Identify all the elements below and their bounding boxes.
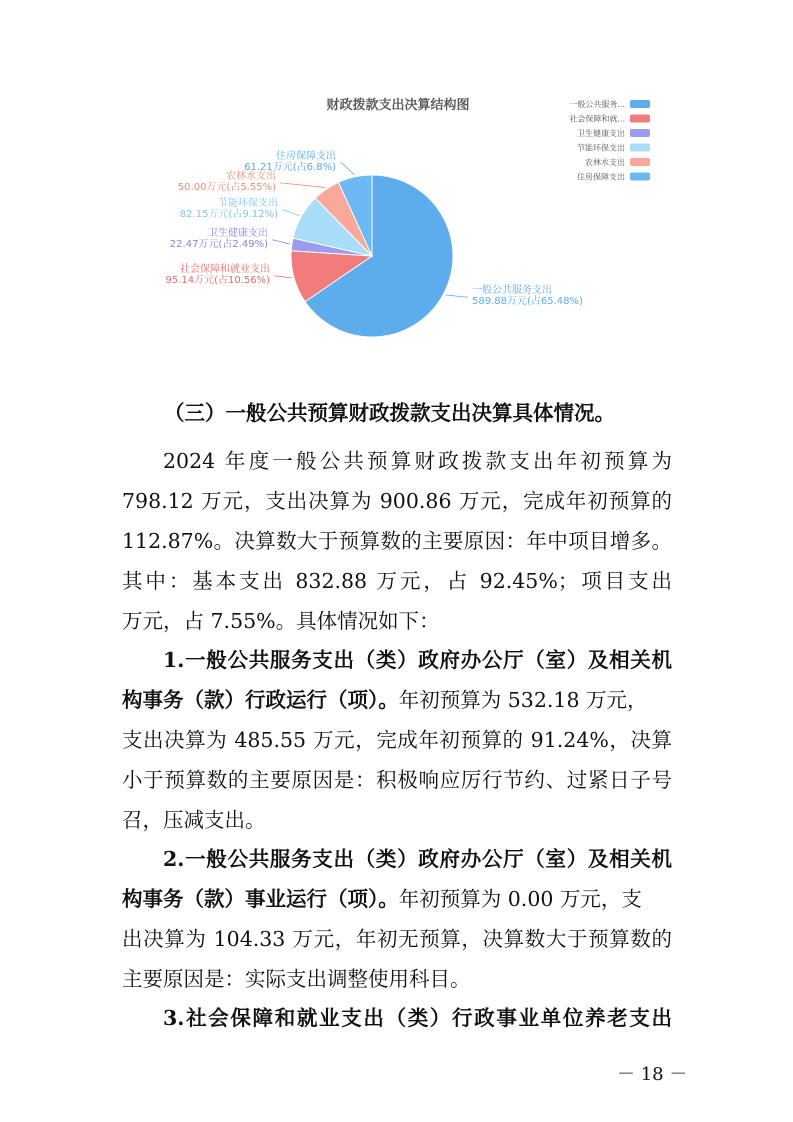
paragraph-line: 2024 年度一般公共预算财政拨款支出年初预算为 [163, 449, 672, 473]
legend-entry-label: 住房保障支出 [577, 172, 625, 182]
legend-swatch [630, 100, 650, 108]
slice-value-label: 589.88万元(占65.48%) [472, 296, 583, 307]
leader-line [282, 210, 300, 216]
item-3-title-line: 3.社会保障和就业支出（类）行政事业单位养老支出 [163, 1006, 672, 1030]
legend-swatch [630, 129, 650, 137]
item-1-text: 年初预算为 532.18 万元， [398, 688, 648, 712]
slice-value-label: 61.21万元(占6.8%) [244, 162, 336, 173]
item-1-title-line: 1.一般公共服务支出（类）政府办公厅（室）及相关机 [163, 648, 672, 672]
paragraph-line: 其中：基本支出 832.88 万元，占 92.45%；项目支出 [122, 569, 672, 593]
slice-category-label: 农林水支出 [226, 171, 276, 182]
paragraph-line: 小于预算数的主要原因是：积极响应厉行节约、过紧日子号 [122, 768, 672, 792]
item-2-title-line: 构事务（款）事业运行（项）。 [122, 887, 399, 911]
page-number: － 18 － [617, 1064, 688, 1085]
legend-swatch [630, 144, 650, 152]
section-heading: （三）一般公共预算财政拨款支出决算具体情况。 [164, 401, 615, 425]
item-2 [122, 839, 672, 999]
item-2-title-line: 2.一般公共服务支出（类）政府办公厅（室）及相关机 [163, 847, 672, 871]
pie-chart-svg [150, 88, 670, 358]
legend-swatch [630, 173, 650, 181]
paragraph-line: 召，压减支出。 [122, 808, 266, 832]
legend-entry-label: 卫生健康支出 [577, 129, 625, 138]
leader-line [340, 163, 354, 175]
leader-line [445, 295, 468, 297]
paragraph-line: 支出决算为 485.55 万元，完成年初预算的 91.24%，决算 [122, 728, 672, 752]
slice-value-label: 22.47万元(占2.49%) [169, 239, 268, 250]
leader-line [272, 240, 290, 244]
slice-category-label: 卫生健康支出 [208, 228, 268, 239]
leader-line [280, 183, 325, 188]
legend-entry-label: 节能环保支出 [577, 143, 625, 153]
legend-entry-label: 农林水支出 [585, 158, 625, 167]
slice-category-label: 一般公共服务支出 [472, 285, 552, 296]
item-1-title-line: 构事务（款）行政运行（项）。 [122, 688, 399, 712]
slice-category-label: 社会保障和就业支出 [180, 264, 270, 275]
item-2-text: 年初预算为 0.00 万元，支 [398, 887, 642, 911]
paragraph-line: 798.12 万元，支出决算为 900.86 万元，完成年初预算的 [122, 489, 672, 513]
paragraph-line: 112.87%。决算数大于预算数的主要原因：年中项目增多。 [122, 529, 672, 553]
paragraph-line: 万元，占 7.55%。具体情况如下： [122, 609, 440, 633]
paragraph-summary [122, 441, 672, 641]
legend-entry-label: 社会保障和就... [569, 114, 625, 124]
legend-swatch [630, 158, 650, 166]
item-3 [122, 998, 672, 1038]
legend-entry-label: 一般公共服务... [569, 100, 625, 109]
slice-category-label: 住房保障支出 [276, 151, 336, 162]
leader-line [274, 276, 292, 278]
paragraph-line: 出决算为 104.33 万元，年初无预算，决算数大于预算数的 [122, 927, 672, 951]
slice-value-label: 82.15万元(占9.12%) [179, 209, 278, 220]
legend-swatch [630, 115, 650, 123]
slice-value-label: 50.00万元(占5.55%) [177, 182, 276, 193]
slice-category-label: 节能环保支出 [218, 198, 278, 209]
slice-value-label: 95.14万元(占10.56%) [165, 275, 270, 286]
chart-title: 财政拨款支出决算结构图 [326, 98, 470, 113]
paragraph-line: 主要原因是：实际支出调整使用科目。 [122, 967, 471, 991]
pie-chart [150, 88, 670, 358]
item-1 [122, 640, 672, 840]
